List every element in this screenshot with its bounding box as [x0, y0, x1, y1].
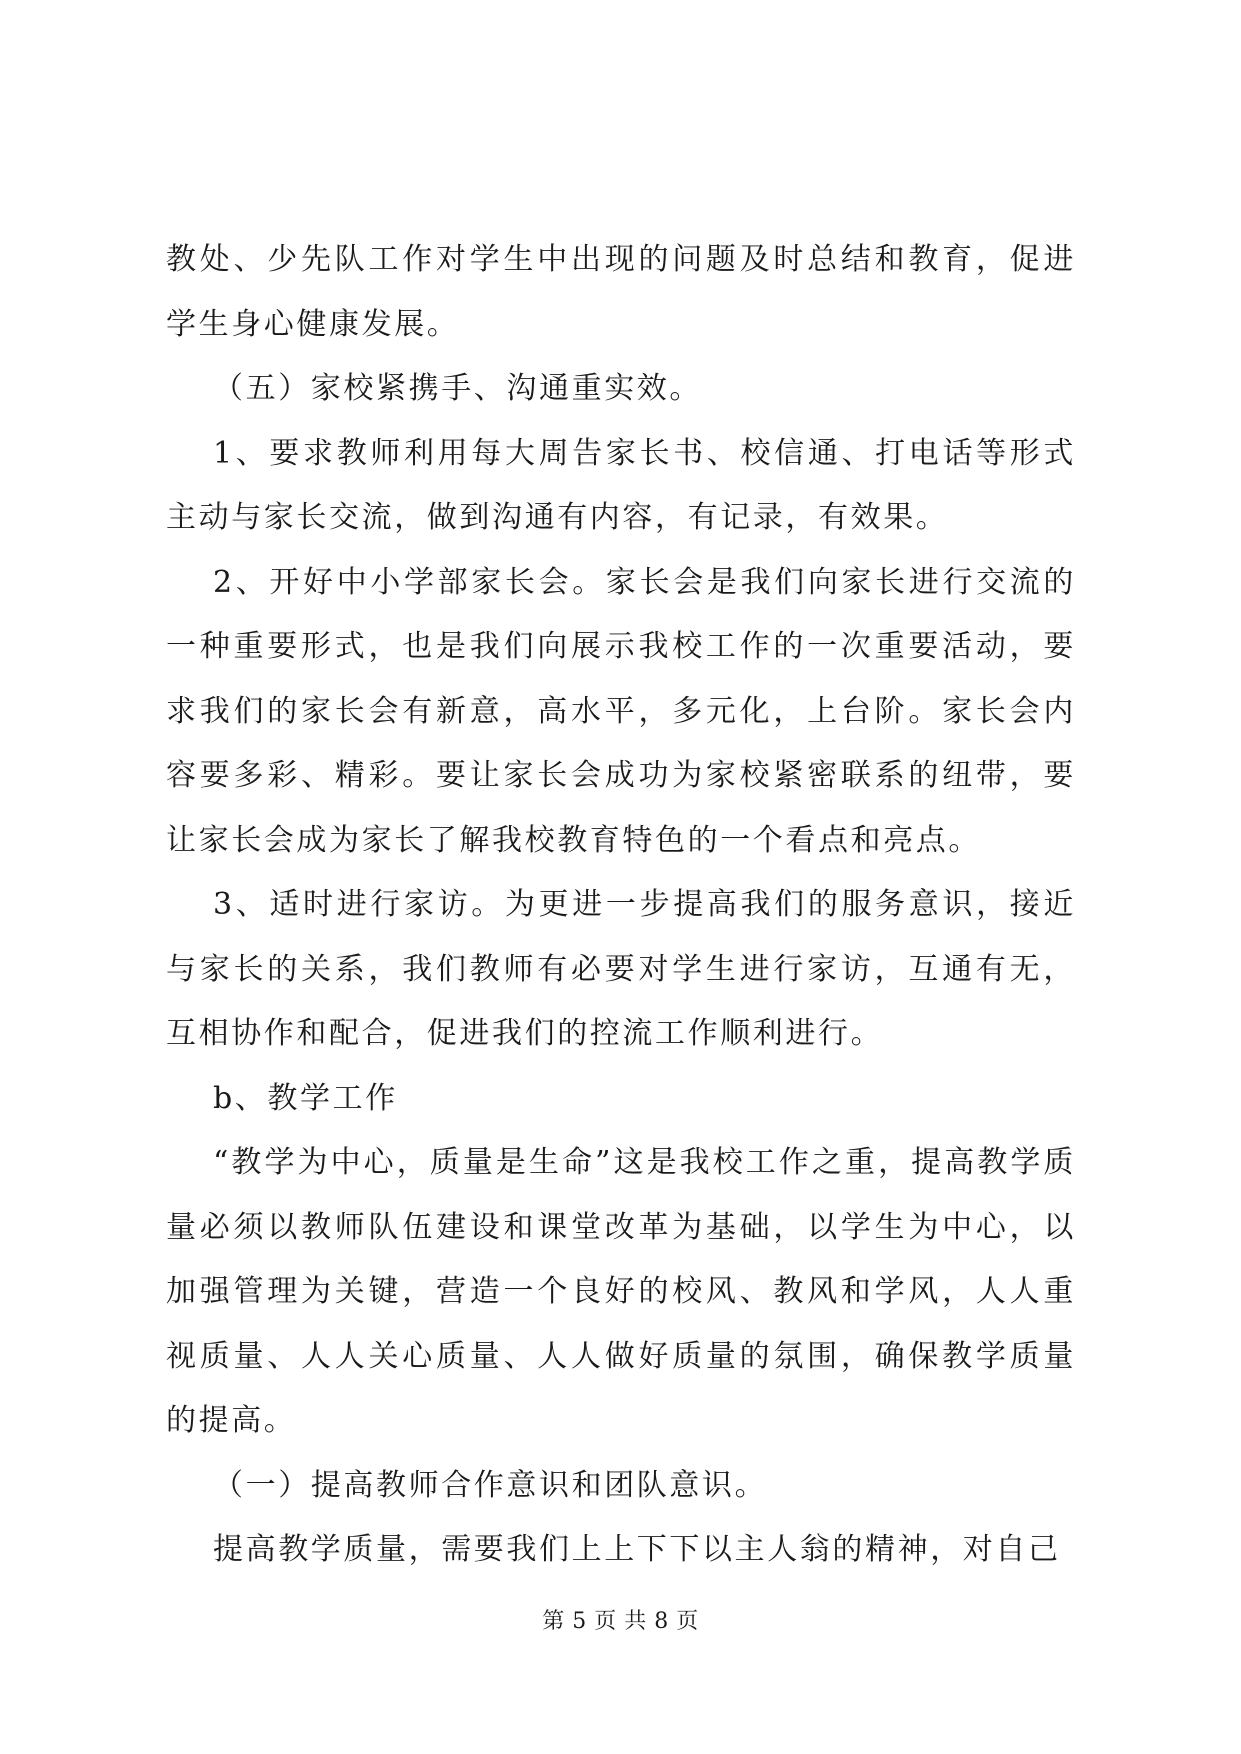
- section-heading-one: （一）提高教师合作意识和团队意识。: [213, 1467, 768, 1503]
- paragraph-teaching-quality: 提高教学质量，需要我们上上下下以主人翁的精神，对自己: [213, 1532, 1061, 1567]
- document-body: [166, 228, 1076, 1583]
- section-heading-teaching: b、教学工作: [213, 1080, 398, 1116]
- page-number-label: 第 5 页 共 8 页: [542, 1609, 699, 1634]
- paragraph-continuation: 教处、少先队工作对学生中出现的问题及时总结和教育，促进学生身心健康发展。: [166, 242, 1076, 342]
- paragraph-item-3: 3、适时进行家访。为更进一步提高我们的服务意识，接近与家长的关系，我们教师有必要对学生进行家访，互通有无，互相协作和配合，促进我们的控流工作顺利进行。: [166, 887, 1076, 1051]
- page-footer: [0, 1607, 1241, 1637]
- paragraph-teaching-intro: “教学为中心，质量是生命”这是我校工作之重，提高教学质量必须以教师队伍建设和课堂改革为基础，以学生为中心，以加强管理为关键，营造一个良好的校风、教风和学风，人人重视质量、人人关心质量、人人做好质量的氛围，确保教学质量的提高。: [166, 1145, 1076, 1438]
- section-heading-five: （五）家校紧携手、沟通重实效。: [213, 371, 702, 406]
- paragraph-item-2: 2、开好中小学部家长会。家长会是我们向家长进行交流的一种重要形式，也是我们向展示我校工作的一次重要活动，要求我们的家长会有新意，高水平，多元化，上台阶。家长会内容要多彩、精彩。要让家长会成功为家校紧密联系的纽带，要让家长会成为家长了解我校教育特色的一个看点和亮点。: [166, 564, 1076, 858]
- paragraph-item-1: 1、要求教师利用每大周告家长书、校信通、打电话等形式主动与家长交流，做到沟通有内容，有记录，有效果。: [166, 435, 1076, 535]
